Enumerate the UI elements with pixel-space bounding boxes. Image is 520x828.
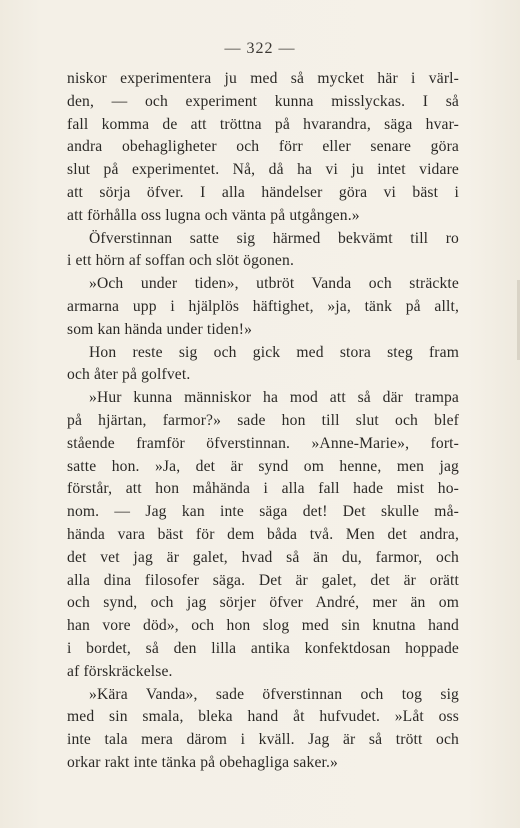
text-line: »Och under tiden», utbröt Vanda och sträckte [89,275,459,293]
text-line: att förhålla oss lugna och vänta på utgången.» [67,206,360,224]
text-line: alla dina filosofer säga. Det är galet, det är orätt [67,571,459,589]
text-line: inte tala mera därom i kväll. Jag är så trött och [67,731,459,749]
text-line: »Kära Vanda», sade öfverstinnan och tog sig [89,685,459,703]
text-line: med sin smala, bleka hand åt hufvudet. »Låt oss [67,708,459,726]
text-line: niskor experimentera ju med så mycket här i värl- [67,70,459,87]
text-line: Hon reste sig och gick med stora steg fram [89,343,459,361]
text-line: Öfverstinnan satte sig härmed bekvämt till ro [89,229,459,247]
text-line: satte hon. »Ja, det är synd om henne, men jag [67,457,459,475]
text-line: fall komma de att tröttna på hvarandra, säga hvar- [67,115,459,133]
text-line: stående framför öfverstinnan. »Anne-Marie», fort- [67,434,459,452]
text-line: hända vara bäst för dem båda två. Men det andra, [67,525,459,543]
text-line: att sörja öfver. I alla händelser göra vi bäst i [67,183,459,201]
text-line: »Hur kunna människor ha mod att så där trampa [89,389,459,407]
text-line: nom. — Jag kan inte säga det! Det skulle må- [67,503,459,521]
text-line: det vet jag är galet, hvad så än du, farmor, och [67,548,459,566]
text-line: andra obehagligheter och förr eller senare göra [67,138,459,156]
page-number: — 322 — [224,40,296,57]
text-line: i bordet, så den lilla antika konfektdosan hoppade [67,639,459,657]
text-line: slut på experimentet. Nå, då ha vi ju intet vidare [67,161,459,179]
text-line: och synd, och jag sörjer öfver André, mer än om [67,594,459,612]
text-line: i ett hörn af soffan och slöt ögonen. [67,252,294,270]
text-line: förstår, att hon måhända i alla fall hade mist ho- [67,480,459,498]
body-text [67,68,459,775]
text-line: som kan hända under tiden!» [67,320,253,338]
text-line: han vore död», och hon slog med sin knutna hand [67,617,459,635]
text-line: armarna upp i hjälplös häftighet, »ja, tänk på allt, [67,297,459,315]
text-line: på hjärtan, farmor?» sade hon till slut och blef [67,411,459,429]
text-line: af förskräckelse. [67,662,173,680]
text-line: orkar rakt inte tänka på obehagliga saker.» [67,753,339,771]
text-line: den, — och experiment kunna misslyckas. I så [67,92,459,110]
text-line: och åter på golfvet. [67,366,191,384]
